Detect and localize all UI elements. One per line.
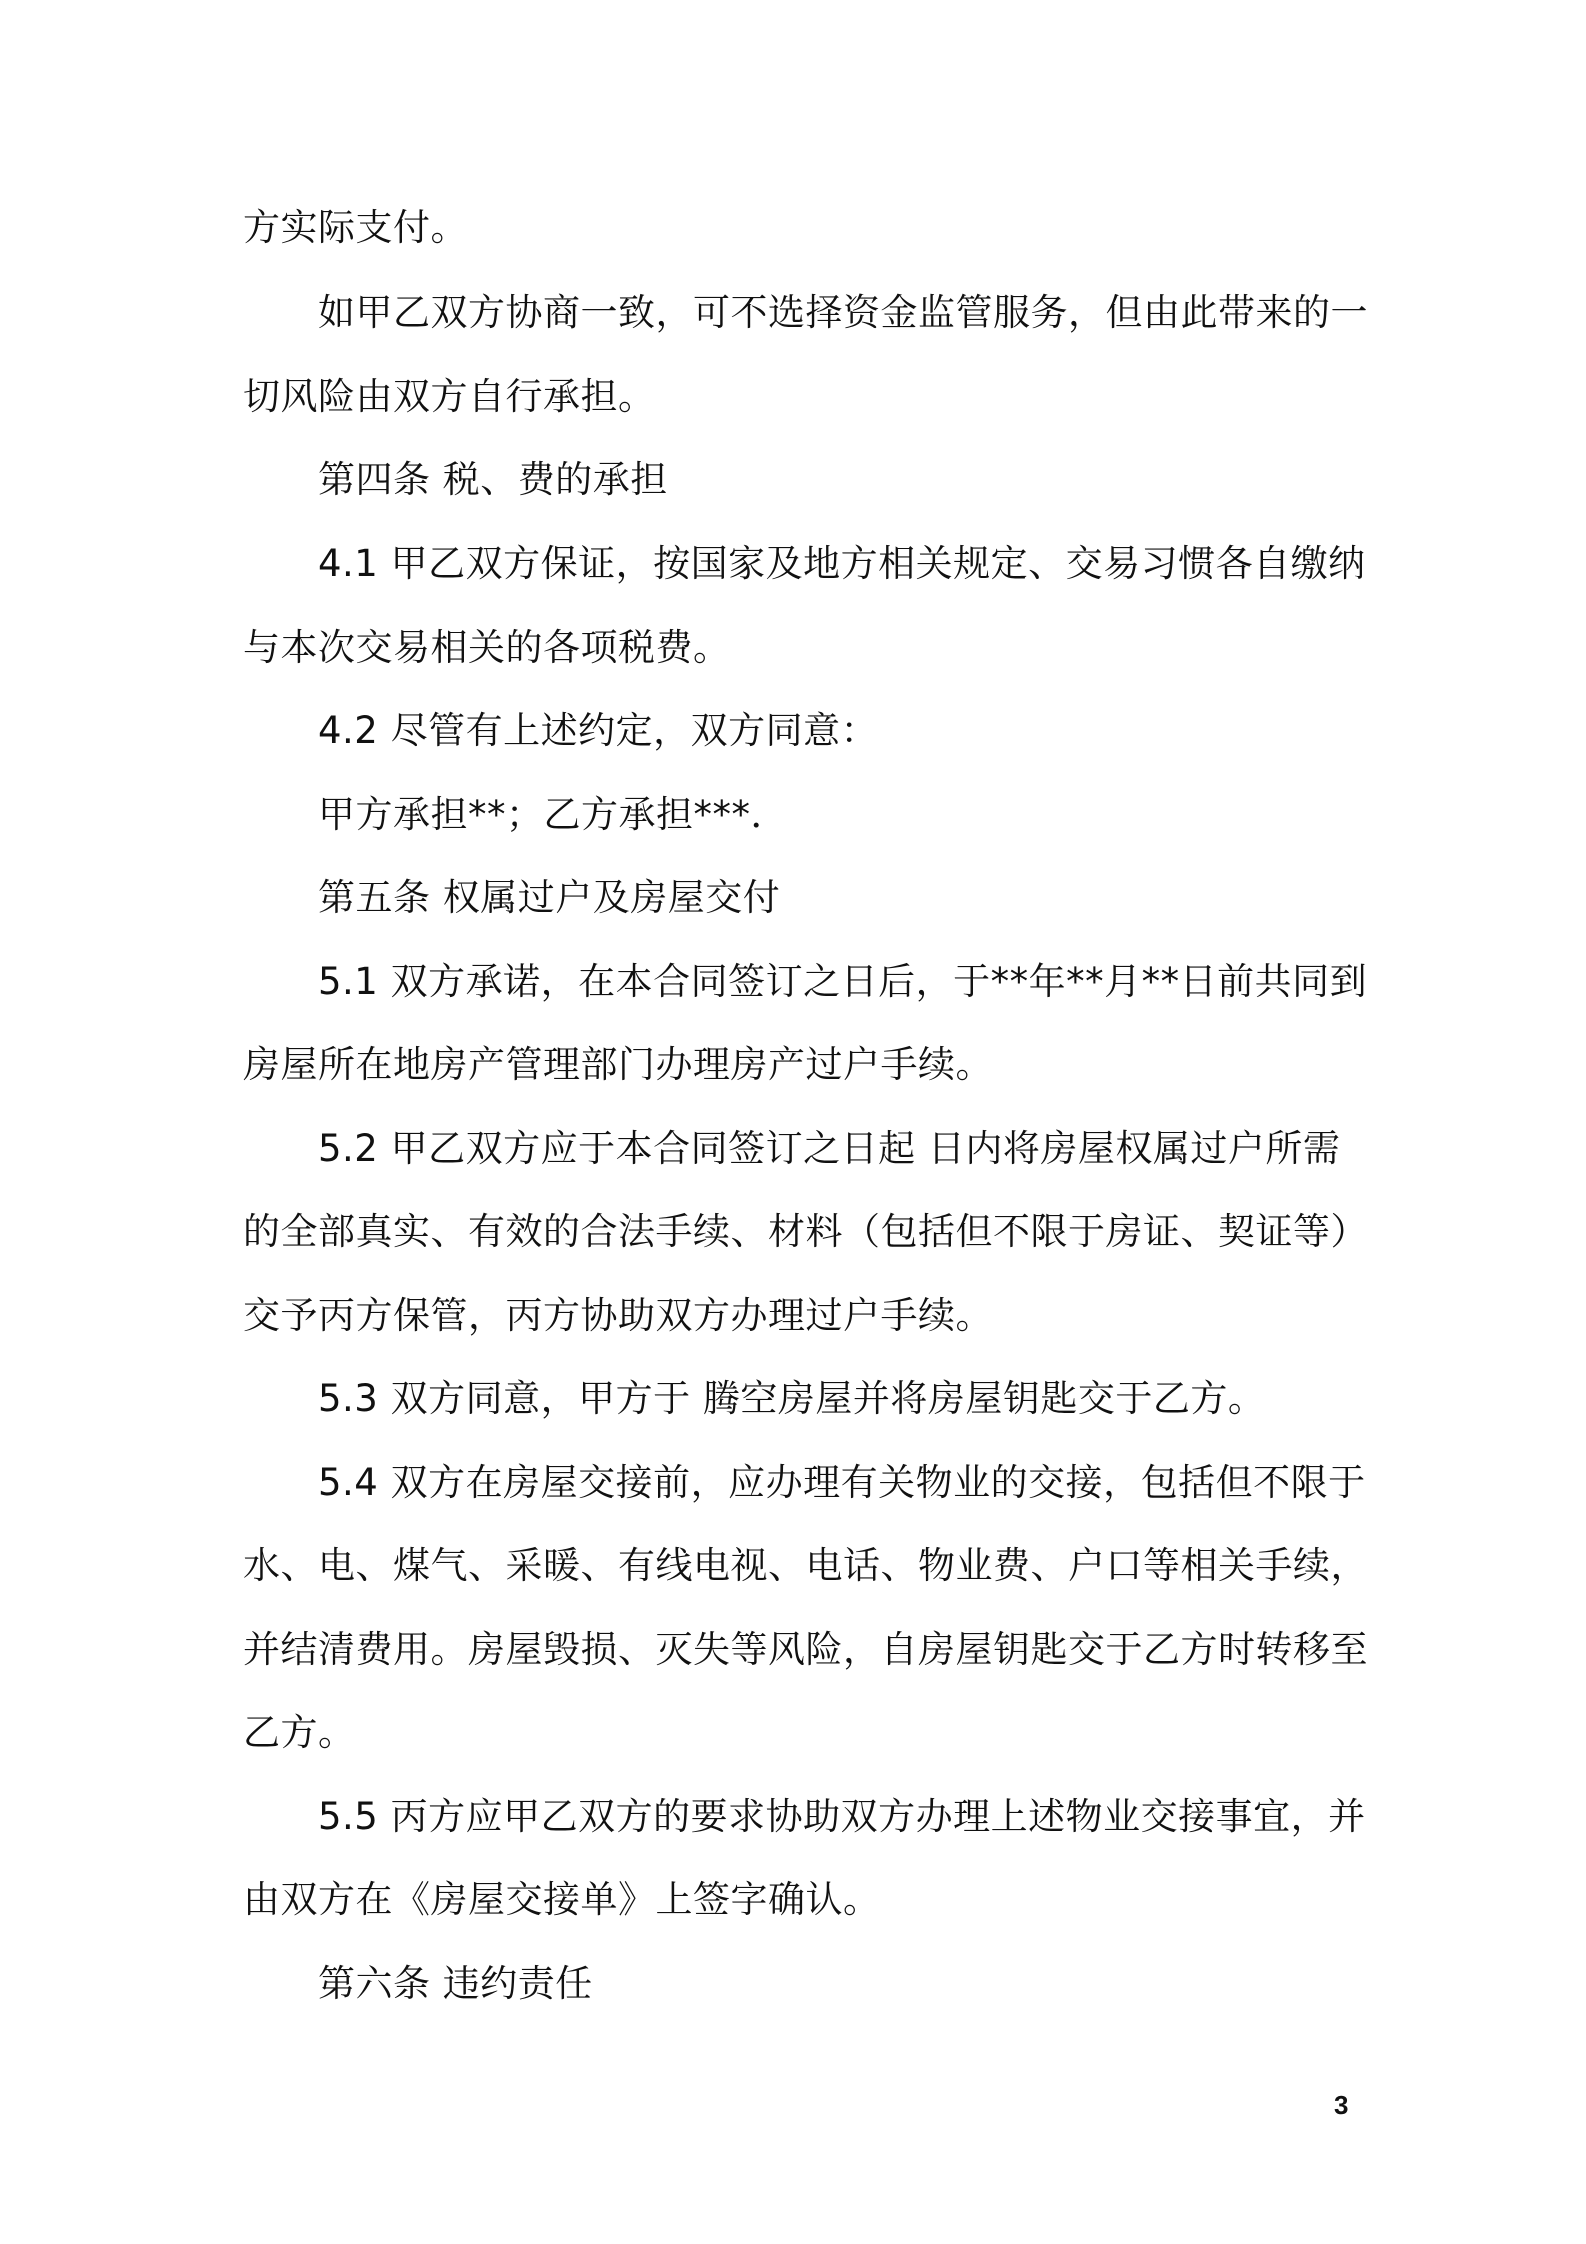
text-line: 4.1 甲乙双方保证，按国家及地方相关规定、交易习惯各自缴纳 <box>318 542 1366 585</box>
text-line: 交予丙方保管，丙方协助双方办理过户手续。 <box>243 1294 993 1337</box>
section-heading: 第五条 权属过户及房屋交付 <box>318 876 781 919</box>
text-line: 方实际支付。 <box>243 206 468 249</box>
text-line: 房屋所在地房产管理部门办理房产过户手续。 <box>243 1043 993 1086</box>
text-line: 4.2 尽管有上述约定，双方同意： <box>318 709 879 752</box>
text-line: 5.1 双方承诺，在本合同签订之日后，于**年**月**日前共同到 <box>318 960 1368 1003</box>
section-heading: 第六条 违约责任 <box>318 1962 593 2005</box>
text-line: 如甲乙双方协商一致，可不选择资金监管服务，但由此带来的一 <box>318 291 1368 334</box>
text-line: 乙方。 <box>243 1711 356 1754</box>
section-heading: 第四条 税、费的承担 <box>318 458 668 501</box>
text-line: 5.4 双方在房屋交接前，应办理有关物业的交接，包括但不限于 <box>318 1461 1366 1504</box>
text-line: 5.5 丙方应甲乙双方的要求协助双方办理上述物业交接事宜，并 <box>318 1795 1366 1838</box>
text-line: 的全部真实、有效的合法手续、材料（包括但不限于房证、契证等） <box>243 1210 1368 1253</box>
text-line: 与本次交易相关的各项税费。 <box>243 626 731 669</box>
text-line: 并结清费用。房屋毁损、灭失等风险，自房屋钥匙交于乙方时转移至 <box>243 1628 1368 1671</box>
text-line: 5.2 甲乙双方应于本合同签订之日起 日内将房屋权属过户所需 <box>318 1127 1341 1170</box>
page-number: 3 <box>1334 2090 1349 2120</box>
text-line: 甲方承担**；乙方承担***． <box>318 793 788 836</box>
text-line: 水、电、煤气、采暖、有线电视、电话、物业费、户口等相关手续， <box>243 1544 1368 1587</box>
text-line: 由双方在《房屋交接单》上签字确认。 <box>243 1878 881 1921</box>
text-line: 5.3 双方同意，甲方于 腾空房屋并将房屋钥匙交于乙方。 <box>318 1377 1266 1420</box>
text-line: 切风险由双方自行承担。 <box>243 375 656 418</box>
